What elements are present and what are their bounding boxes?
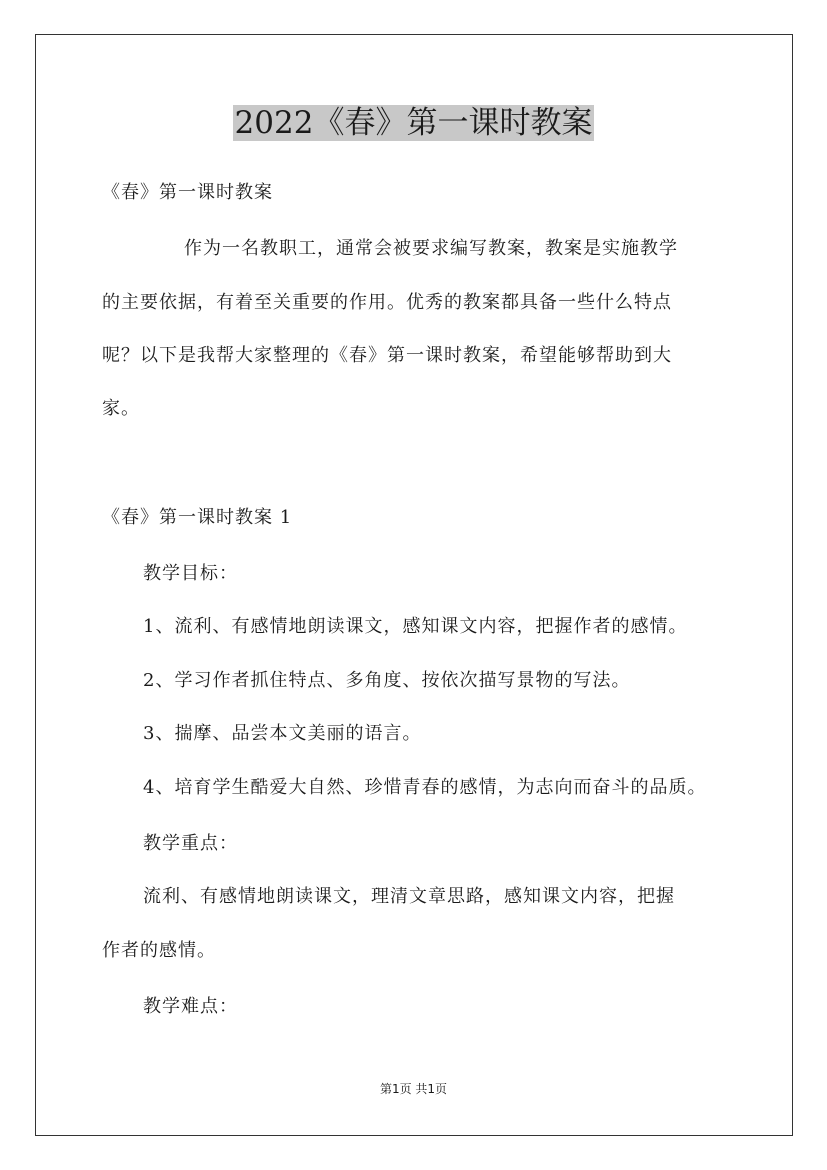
intro-line: 家。 <box>102 398 140 419</box>
objective-item: 1、流利、有感情地朗读课文，感知课文内容，把握作者的感情。 <box>143 616 688 637</box>
document-title <box>0 100 827 146</box>
intro-line: 的主要依据，有着至关重要的作用。优秀的教案都具备一些什么特点 <box>102 292 672 313</box>
difficulties-label: 教学难点： <box>143 996 238 1017</box>
objective-item: 3、揣摩、品尝本文美丽的语言。 <box>143 723 422 744</box>
objective-item: 2、学习作者抓住特点、多角度、按依次描写景物的写法。 <box>143 670 631 691</box>
intro-line: 呢？以下是我帮大家整理的《春》第一课时教案，希望能够帮助到大 <box>102 345 672 366</box>
page-number: 第1页 共1页 <box>379 1082 448 1096</box>
document-title-text: 2022《春》第一课时教案 <box>234 105 593 141</box>
key-points-line: 作者的感情。 <box>102 940 216 961</box>
objective-item: 4、培育学生酷爱大自然、珍惜青春的感情，为志向而奋斗的品质。 <box>143 777 707 798</box>
key-points-label: 教学重点： <box>143 833 238 854</box>
document-subtitle: 《春》第一课时教案 <box>102 182 273 203</box>
section-heading: 《春》第一课时教案 1 <box>102 507 293 528</box>
objectives-label: 教学目标： <box>143 563 238 584</box>
key-points-line: 流利、有感情地朗读课文，理清文章思路，感知课文内容，把握 <box>143 886 675 907</box>
intro-line: 作为一名教职工，通常会被要求编写教案，教案是实施教学 <box>184 238 678 259</box>
